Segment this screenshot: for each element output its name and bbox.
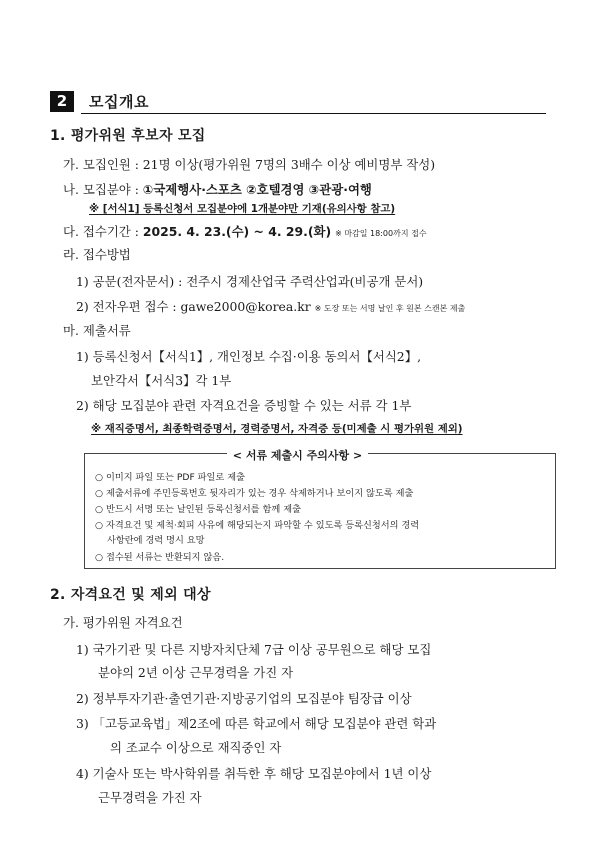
qualification-num: 3): [76, 716, 89, 731]
qualification-item: 2) 정부투자기관·출연기관·지방공기업의 모집분야 팀장급 이상: [76, 691, 412, 706]
qualification-item-cont: 분야의 2년 이상 근무경력을 가진 자: [98, 665, 294, 680]
item-prefix: 가.: [63, 157, 79, 172]
section-title: 모집개요: [89, 93, 149, 111]
item-prefix: 가.: [63, 615, 79, 630]
qualification-num: 4): [76, 766, 89, 781]
bullet-icon: ○: [95, 504, 104, 515]
item-ga-qualifications: [63, 613, 183, 631]
method-text: 전자우편 접수 : gawe2000@korea.kr: [92, 299, 311, 314]
caution-item: ○ 반드시 서명 또는 날인된 등록신청서를 함께 제출: [95, 504, 301, 515]
document-text: 해당 모집분야 관련 자격요건을 증빙할 수 있는 서류 각 1부: [92, 398, 412, 413]
qualification-item: 3) 「고등교육법」제2조에 따른 학교에서 해당 모집분야 관련 학과: [76, 716, 437, 731]
document-item-proof: [76, 396, 411, 414]
recruit-fields-value: ①국제행사·스포츠 ②호텔경영 ③관광·여행: [142, 182, 372, 197]
method-num: 2): [76, 299, 89, 314]
document-num: 2): [76, 398, 89, 413]
bullet-icon: ○: [95, 520, 104, 531]
caution-item-cont: 사항란에 경력 명시 요망: [107, 535, 205, 546]
document-item-forms-cont: 보안각서【서식3】각 1부: [91, 373, 232, 388]
caution-item: ○ 접수된 서류는 반환되지 않음.: [95, 552, 225, 563]
document-item-forms: [76, 347, 421, 365]
item-ma-documents: [63, 321, 131, 339]
item-da-period: [63, 222, 427, 240]
qualification-item: 4) 기술사 또는 박사학위를 취득한 후 해당 모집분야에서 1년 이상: [76, 766, 432, 781]
proof-documents-note: ※ 재직증명서, 최종학력증명서, 경력증명서, 자격증 등(미제출 시 평가위원 제외): [91, 423, 463, 435]
item-prefix: 마.: [63, 323, 79, 338]
deadline-note: ※ 마감일 18:00까지 접수: [335, 229, 427, 238]
method-item-email: [76, 297, 465, 315]
item-label: 모집분야 :: [82, 182, 139, 197]
qualification-item: 1) 국가기관 및 다른 지방자치단체 7급 이상 공무원으로 해당 모집: [76, 642, 432, 657]
document-num: 1): [76, 349, 89, 364]
item-text: 제출서류: [82, 323, 131, 338]
qualification-item-cont: 근무경력을 가진 자: [98, 790, 202, 805]
section-title-underline: [81, 113, 546, 114]
caution-item: ○ 제출서류에 주민등록번호 뒷자리가 있는 경우 삭제하거나 보이지 않도록 제출: [95, 488, 414, 499]
item-label: 접수기간 :: [82, 224, 139, 239]
bullet-icon: ○: [95, 552, 104, 563]
method-num: 1): [76, 274, 89, 289]
scan-note: ※ 도장 또는 서명 날인 후 원본 스캔본 제출: [314, 304, 466, 313]
caution-item: ○ 자격요건 및 제척·회피 사유에 해당되는지 파악할 수 있도록 등록신청서의 경력: [95, 520, 420, 531]
item-text: 모집인원 : 21명 이상(평가위원 7명의 3배수 이상 예비명부 작성): [82, 157, 436, 172]
item-prefix: 다.: [63, 224, 79, 239]
item-text: 평가위원 자격요건: [82, 615, 183, 630]
form1-field-note: ※ [서식1] 등록신청서 모집분야에 1개분야만 기재(유의사항 참고): [89, 203, 396, 215]
item-text: 접수방법: [82, 247, 131, 262]
application-period-value: 2025. 4. 23.(수) ~ 4. 29.(화): [142, 224, 332, 239]
item-ra-method: [63, 245, 131, 263]
item-ga-recruit-count: [63, 155, 435, 173]
part2-heading: 2. 자격요건 및 제외 대상: [50, 587, 211, 603]
item-prefix: 나.: [63, 182, 79, 197]
method-item-official-doc: [76, 272, 423, 290]
bullet-icon: ○: [95, 488, 104, 499]
item-na-recruit-fields: [63, 180, 372, 198]
item-prefix: 라.: [63, 247, 79, 262]
method-text: 공문(전자문서) : 전주시 경제산업국 주력산업과(비공개 문서): [92, 274, 424, 289]
qualification-num: 2): [76, 691, 89, 706]
caution-title: < 서류 제출시 주의사항 >: [0, 447, 595, 463]
section-number-badge: 2: [50, 91, 74, 112]
qualification-item-cont: 의 조교수 이상으로 재직중인 자: [110, 740, 282, 755]
document-text: 등록신청서【서식1】, 개인정보 수집·이용 동의서【서식2】,: [92, 349, 422, 364]
bullet-icon: ○: [95, 472, 104, 483]
part1-heading: 1. 평가위원 후보자 모집: [50, 128, 206, 144]
caution-item: ○ 이미지 파일 또는 PDF 파일로 제출: [95, 472, 245, 483]
qualification-num: 1): [76, 642, 89, 657]
